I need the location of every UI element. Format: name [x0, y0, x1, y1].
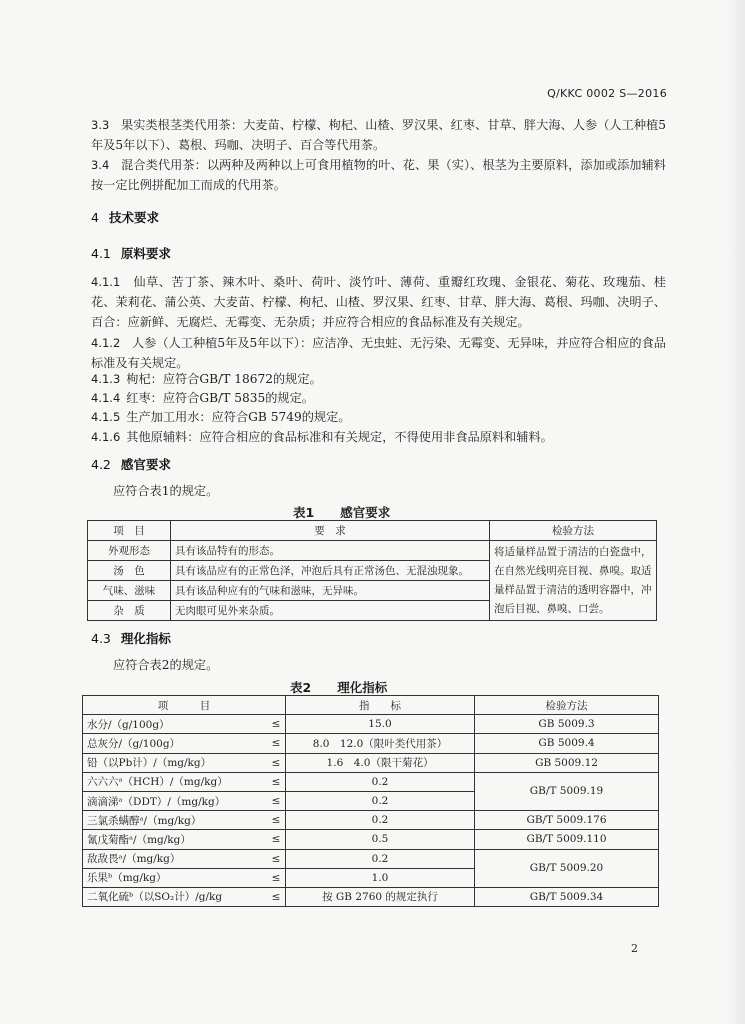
- sensory-table: [87, 520, 657, 621]
- table-row: 汤 色 具有该品应有的正常色泽，冲泡后具有正常汤色、无混浊现象。: [88, 561, 657, 581]
- merged-method: GB/T 5009.19: [475, 772, 659, 810]
- table-row: 总灰分/（g/100g） ≤ 8.0 12.0（限叶类代用茶） GB 5009.4: [83, 734, 659, 753]
- table-header-row: [88, 521, 657, 541]
- table-row: 氰戊菊酯ᵃ/（mg/kg） ≤ 0.5 GB/T 5009.110: [83, 830, 659, 849]
- raw-material-4-1-1: 4.1.1 仙草、苦丁茶、辣木叶、桑叶、荷叶、淡竹叶、薄荷、重瓣红玫瑰、金银花、菊花、玫瑰茄、桂花、茉莉花、蒲公英、大麦苗、柠檬、枸杞、山楂、罗汉果、红枣、甘草、胖大海、葛根、玛咖、决明子、百合：应新鲜、无腐烂、无霉变、无杂质；并应符合相应的食品标准及有关规定。: [91, 275, 666, 329]
- header-method: 检验方法: [490, 521, 657, 541]
- document-code: Q/KKC 0002 S—2016: [547, 87, 667, 100]
- merged-method: GB/T 5009.20: [475, 849, 659, 887]
- table-2-reference: 应符合表2的规定。: [113, 658, 219, 672]
- clause-text: 混合类代用茶：以两种及两种以上可食用植物的叶、花、果（实）、根茎为主要原料，添加或添加辅料按一定比例拼配加工而成的代用茶。: [91, 158, 666, 192]
- table-1-reference: 应符合表1的规定。: [113, 484, 219, 498]
- table-row: 水分/（g/100g） ≤ 15.0 GB 5009.3: [83, 715, 659, 734]
- page-edge: [727, 0, 745, 1024]
- table-row: 敌敌畏ᵃ/（mg/kg） ≤ 0.2 GB/T 5009.20: [83, 849, 659, 868]
- clause-3-4: [91, 155, 666, 195]
- table-2-title: 表2 理化指标: [290, 680, 388, 695]
- table-row: 二氧化硫ᵇ（以SO₂计）/g/kg ≤ 按 GB 2760 的规定执行 GB/T 5009.34: [83, 887, 659, 906]
- clause-number: 3.4: [91, 158, 110, 172]
- section-4-2-heading: 4.2 感官要求: [91, 457, 171, 472]
- physchem-table: [82, 695, 659, 907]
- header-item: 项 目: [88, 521, 171, 541]
- table-header-row: [83, 696, 659, 715]
- clause-number: 3.3: [91, 118, 110, 132]
- table-row: 三氯杀螨醇ᵃ/（mg/kg） ≤ 0.2 GB/T 5009.176: [83, 811, 659, 830]
- clause-text: 果实类根茎类代用茶：大麦苗、柠檬、枸杞、山楂、罗汉果、红枣、甘草、胖大海、人参（人工种植5年及5年以下）、葛根、玛咖、决明子、百合等代用茶。: [91, 118, 666, 152]
- table-row: 杂 质 无肉眼可见外来杂质。: [88, 601, 657, 621]
- section-4-heading: 4 技术要求: [91, 210, 159, 225]
- sensory-method: 将适量样品置于清洁的白瓷盘中，在自然光线明亮目视、鼻嗅。取适量样品置于清洁的透明容器中，冲泡后目视、鼻嗅、口尝。: [490, 541, 657, 621]
- header-item: 项 目: [83, 696, 286, 715]
- table-row: 外观形态 具有该品特有的形态。 将适量样品置于清洁的白瓷盘中，在自然光线明亮目视、鼻嗅。取适量样品置于清洁的透明容器中，冲泡后目视、鼻嗅、口尝。: [88, 541, 657, 561]
- raw-material-4-1-5: 4.1.5 生产加工用水：应符合GB 5749的规定。: [91, 410, 351, 424]
- clause-3-3: [91, 115, 666, 155]
- table-row: 铅（以Pb计）/（mg/kg） ≤ 1.6 4.0（限干菊花） GB 5009.12: [83, 753, 659, 772]
- table-row: 乐果ᵇ（mg/kg） ≤ 1.0: [83, 868, 659, 887]
- section-4-3-heading: 4.3 理化指标: [91, 631, 171, 646]
- table-row: 气味、滋味 具有该品种应有的气味和滋味，无异味。: [88, 581, 657, 601]
- header-index: 指 标: [286, 696, 475, 715]
- page-number: 2: [631, 942, 638, 955]
- table-row: 滴滴涕ᵃ（DDT）/（mg/kg） ≤ 0.2: [83, 791, 659, 810]
- header-method: 检验方法: [475, 696, 659, 715]
- raw-material-4-1-4: 4.1.4 红枣：应符合GB/T 5835的规定。: [91, 391, 314, 405]
- table-row: 六六六ᵃ（HCH）/（mg/kg） ≤ 0.2 GB/T 5009.19: [83, 772, 659, 791]
- raw-material-4-1-3: 4.1.3 枸杞：应符合GB/T 18672的规定。: [91, 372, 322, 386]
- table-1-title: 表1 感官要求: [293, 505, 391, 520]
- header-requirement: 要 求: [171, 521, 490, 541]
- raw-material-4-1-6: 4.1.6 其他原辅料：应符合相应的食品标准和有关规定，不得使用非食品原料和辅料。: [91, 430, 553, 444]
- raw-material-4-1-2: 4.1.2 人参（人工种植5年及5年以下）：应洁净、无虫蛀、无污染、无霉变、无异味，并应符合相应的食品标准及有关规定。: [91, 336, 666, 370]
- section-4-1-heading: 4.1 原料要求: [91, 246, 171, 261]
